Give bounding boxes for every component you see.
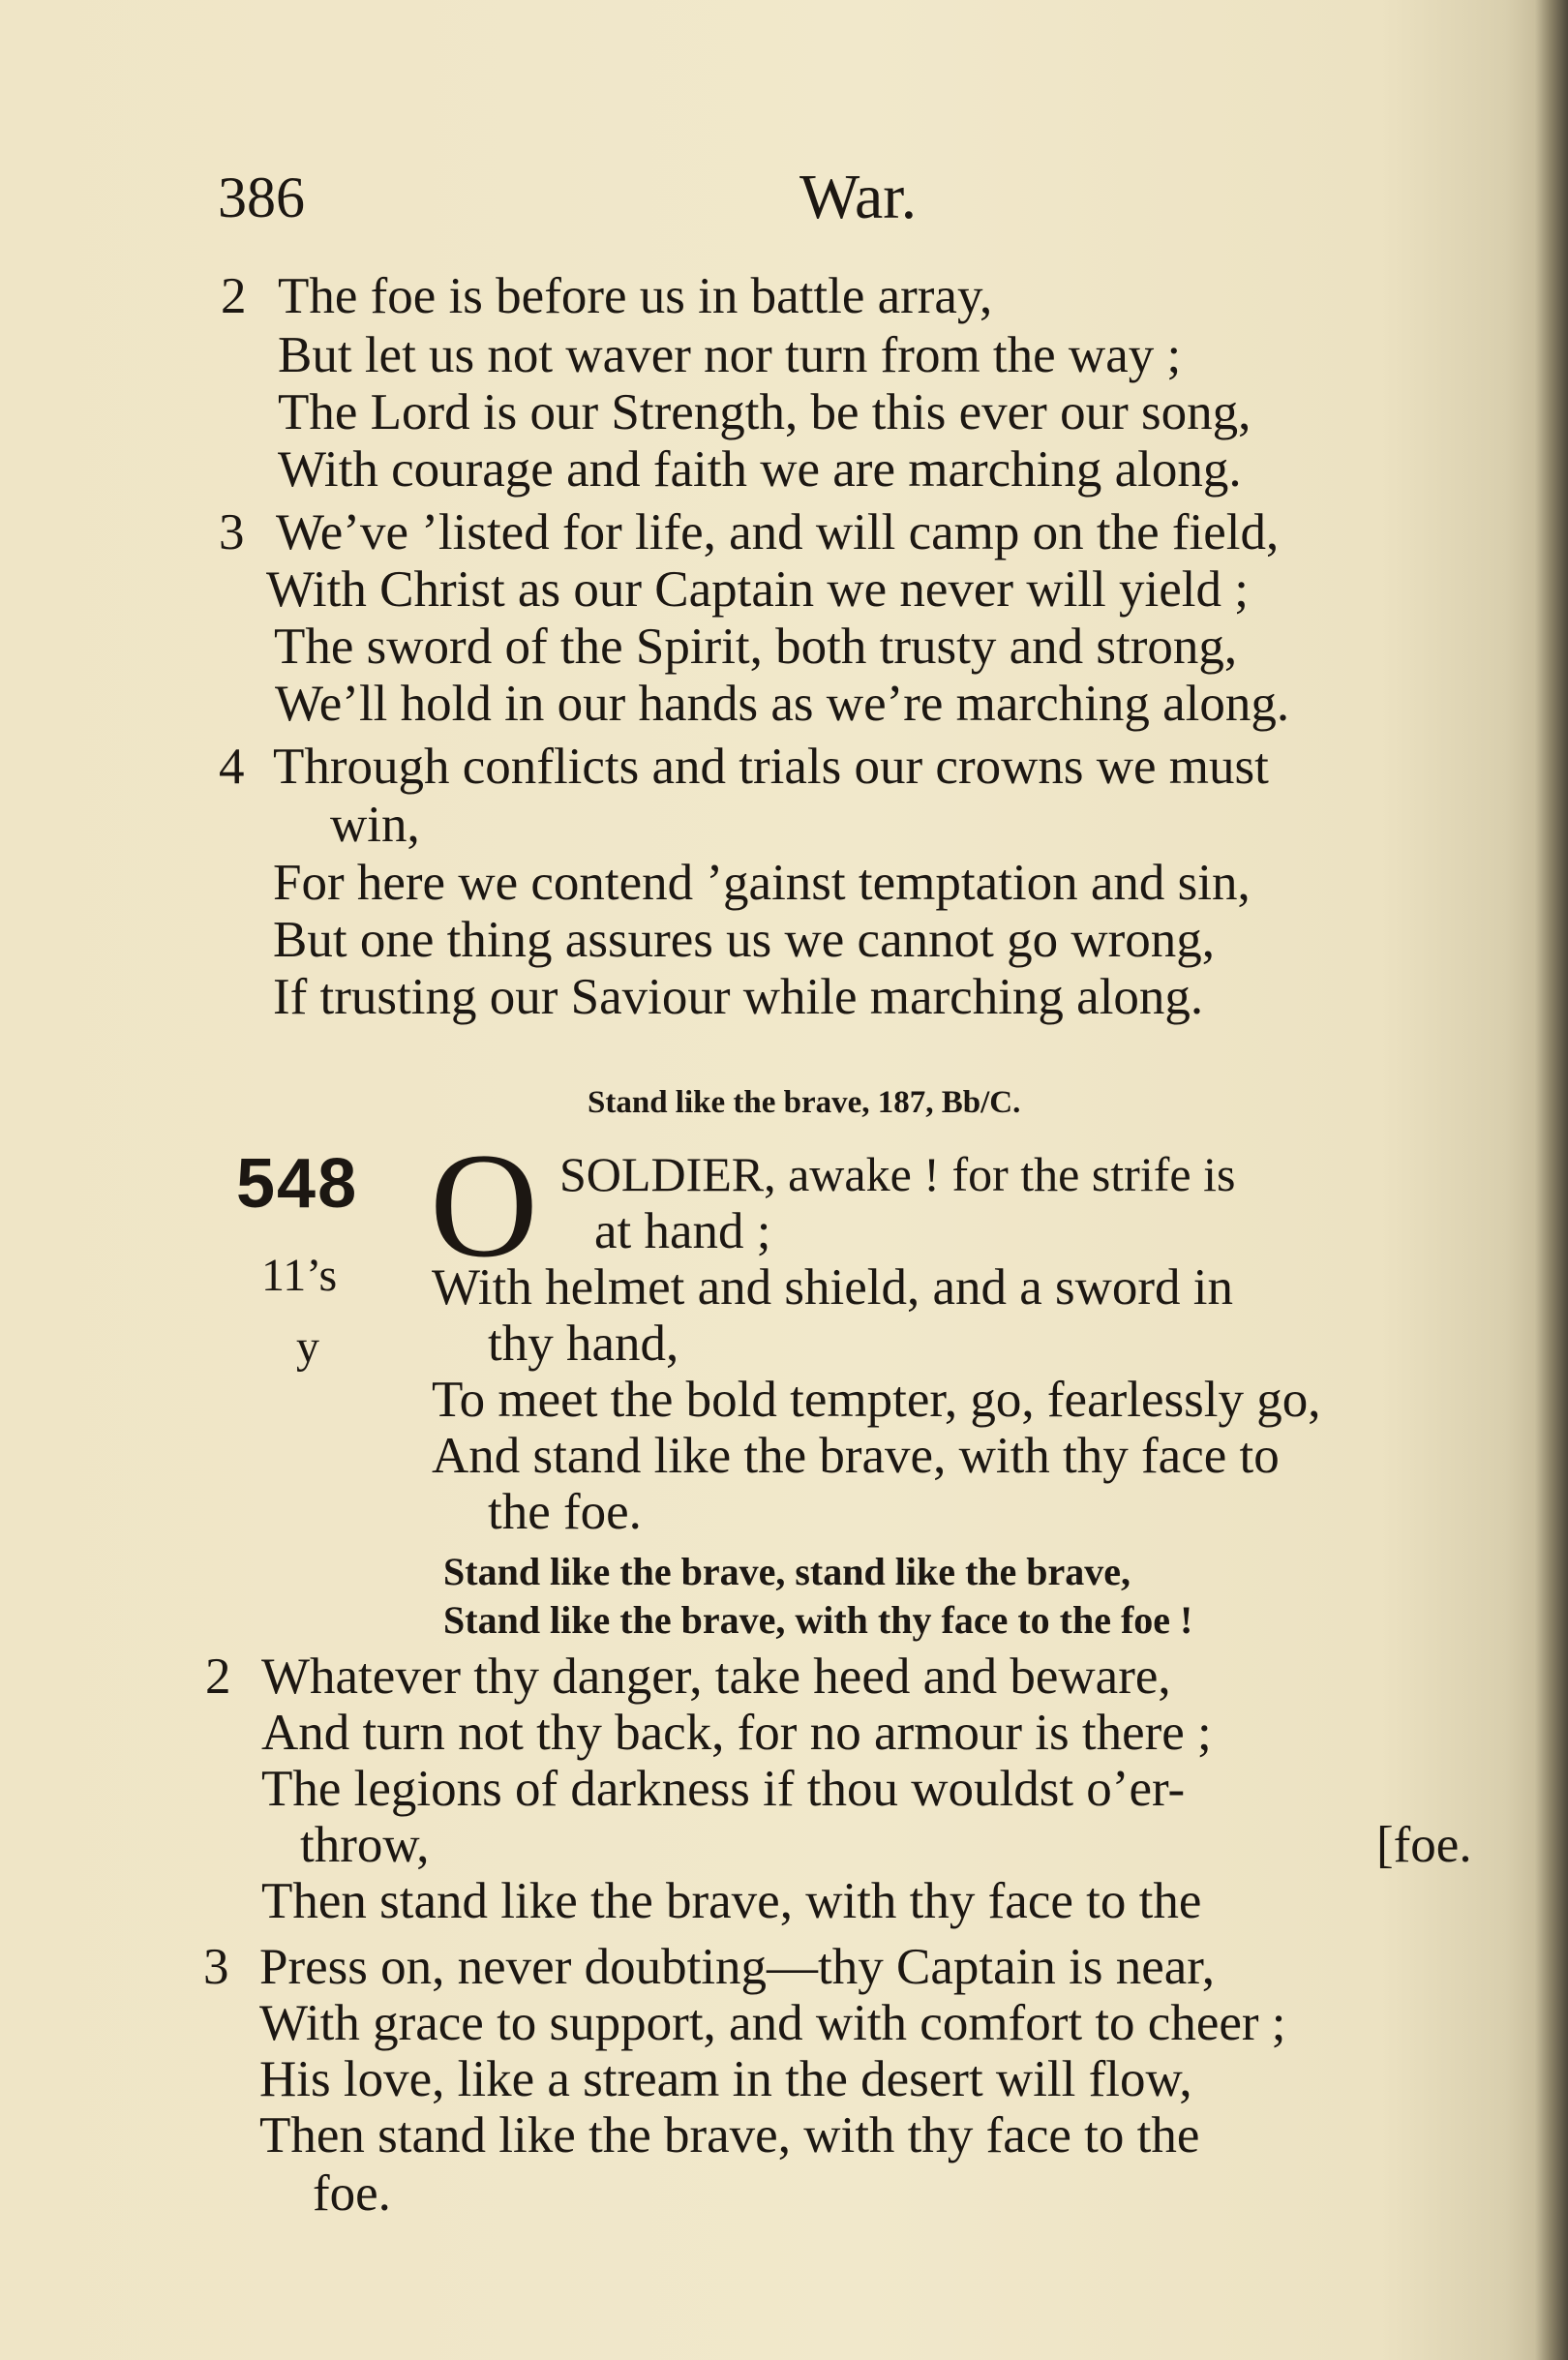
verse-line: [foe. [1376,1817,1472,1873]
verse-line: For here we contend ’gainst temptation and sin, [273,855,1251,911]
verse-line: The sword of the Spirit, both trusty and strong, [274,619,1238,675]
verse-line: With courage and faith we are marching along. [278,441,1242,498]
verse-line: Then stand like the brave, with thy face to the [259,2107,1200,2163]
verse-line: Through conflicts and trials our crowns we must [273,739,1269,795]
verse-line: With helmet and shield, and a sword in [432,1259,1234,1316]
verse-line: foe. [313,2165,391,2222]
verse-line: To meet the bold tempter, go, fearlessly go, [432,1372,1321,1428]
hymn-number: 548 [236,1145,359,1223]
verse-line: Whatever thy danger, take heed and beware, [261,1649,1171,1705]
hymn-key: y [296,1321,319,1373]
verse-line: thy hand, [488,1316,679,1372]
verse-line: We’ll hold in our hands as we’re marching along. [275,676,1290,732]
verse-line: But let us not waver nor turn from the way ; [278,327,1182,383]
hymn-meter: 11’s [261,1250,338,1301]
verse-line: The foe is before us in battle array, [278,268,993,324]
verse-line: And stand like the brave, with thy face to [432,1428,1280,1484]
section-title: War. [799,162,918,232]
verse-number: 2 [221,268,247,324]
tune-reference: Stand like the brave, 187, Bb/C. [588,1085,1021,1120]
verse-line: throw, [300,1817,430,1873]
verse-line: at hand ; [594,1203,771,1259]
verse-line: The legions of darkness if thou wouldst o’er- [261,1761,1186,1817]
verse-line: Then stand like the brave, with thy face to the [261,1873,1202,1929]
verse-line: the foe. [488,1484,642,1540]
verse-line: His love, like a stream in the desert will flow, [259,2051,1192,2107]
verse-line: With Christ as our Captain we never will yield ; [266,561,1249,618]
verse-line: We’ve ’listed for life, and will camp on the field, [276,504,1280,560]
verse-line: With grace to support, and with comfort to cheer ; [259,1995,1286,2051]
page-number: 386 [218,166,305,229]
verse-line: If trusting our Saviour while marching along. [273,969,1204,1025]
chorus-line: Stand like the brave, with thy face to the foe ! [443,1598,1193,1642]
chorus-line: Stand like the brave, stand like the brave, [443,1550,1131,1593]
verse-line: But one thing assures us we cannot go wrong, [273,912,1215,968]
verse-number: 3 [203,1939,229,1995]
verse-number: 4 [219,739,245,795]
verse-line: SOLDIER, awake ! for the strife is [559,1147,1236,1201]
drop-cap: O [430,1122,538,1288]
verse-line: And turn not thy back, for no armour is there ; [261,1705,1212,1761]
verse-number: 2 [205,1649,231,1705]
verse-line: The Lord is our Strength, be this ever our song, [278,384,1251,440]
book-spine-shadow [1535,0,1568,2360]
verse-number: 3 [219,504,245,560]
verse-line: Press on, never doubting—thy Captain is near, [259,1939,1216,1995]
verse-line: win, [330,797,420,853]
